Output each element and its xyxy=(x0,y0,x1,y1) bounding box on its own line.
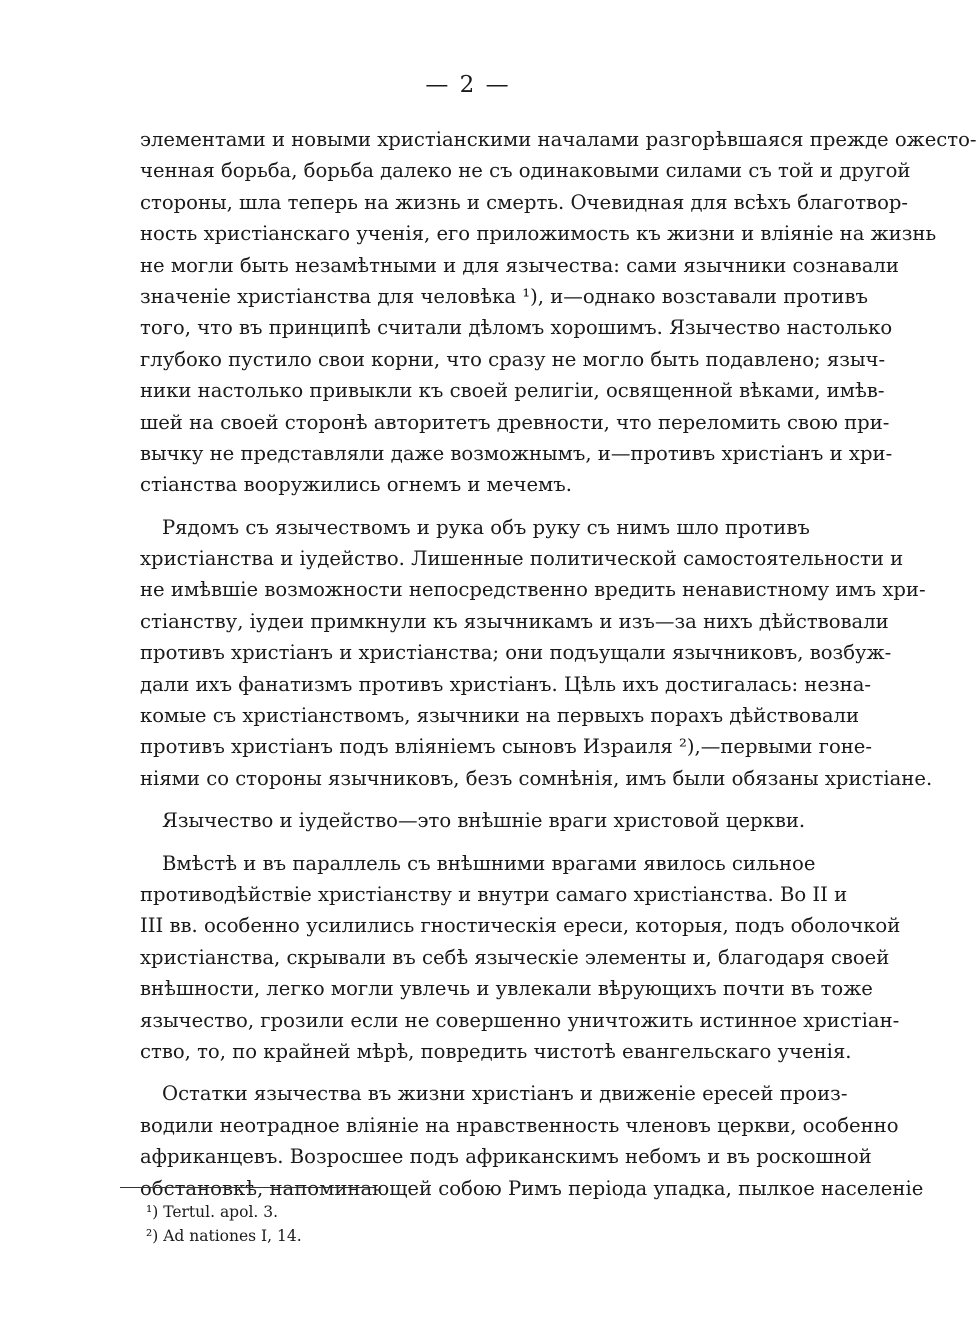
paragraph-3 xyxy=(140,805,806,836)
text-line: Язычество и іудейство—это внѣшніе враги христовой церкви. xyxy=(162,809,806,833)
paragraph-1 xyxy=(140,124,977,501)
text-line: водили неотрадное вліяніе на нравственность членовъ церкви, особенно xyxy=(140,1113,899,1137)
text-line: ніями со стороны язычниковъ, безъ сомнѣнія, имъ были обязаны христіане. xyxy=(140,766,933,790)
page-number: — 2 — xyxy=(425,72,511,98)
text-line: ченная борьба, борьба далеко не съ одинаковыми силами съ той и другой xyxy=(140,159,911,183)
paragraph-2 xyxy=(140,512,933,795)
text-line: Рядомъ съ язычествомъ и рука объ руку съ нимъ шло противъ xyxy=(162,515,810,539)
text-line: элементами и новыми христіанскими началами разгорѣвшаяся прежде ожесто- xyxy=(140,128,977,151)
text-line: противодѣйствіе христіанству и внутри самаго христіанства. Во II и xyxy=(140,882,848,906)
footnote-1 xyxy=(146,1200,302,1224)
text-line: дали ихъ фанатизмъ противъ христіанъ. Цѣль ихъ достигалась: незна- xyxy=(140,672,872,696)
text-line: стороны, шла теперь на жизнь и смерть. Очевидная для всѣхъ благотвор- xyxy=(140,190,909,214)
footnotes xyxy=(146,1200,302,1248)
text-line: внѣшности, легко могли увлечь и увлекали вѣрующихъ почти въ тоже xyxy=(140,977,873,1001)
footnote-divider xyxy=(120,1187,375,1188)
text-line: христіанства, скрывали въ себѣ языческіе элементы и, благодаря своей xyxy=(140,945,890,969)
text-line: стіанства вооружились огнемъ и мечемъ. xyxy=(140,473,572,497)
text-line: ность христіанскаго ученія, его приложимость къ жизни и вліяніе на жизнь xyxy=(140,222,937,246)
text-line: африканцевъ. Возросшее подъ африканскимъ небомъ и въ роскошной xyxy=(140,1145,872,1169)
text-line: шей на своей сторонѣ авторитетъ древности, что переломить свою при- xyxy=(140,410,890,434)
text-line: значеніе христіанства для человѣка ¹), и—однако возставали противъ xyxy=(140,284,868,308)
text-line: ство, то, по крайней мѣрѣ, повредить чистотѣ евангельскаго ученія. xyxy=(140,1039,852,1063)
text-line: христіанства и іудейство. Лишенные политической самостоятельности и xyxy=(140,547,904,571)
text-line: противъ христіанъ подъ вліяніемъ сыновъ Израиля ²),—первыми гоне- xyxy=(140,735,873,759)
text-line: Вмѣстѣ и въ параллель съ внѣшними врагами явилось сильное xyxy=(162,851,816,875)
footnote-text: Ad nationes I, 14. xyxy=(163,1227,302,1245)
footnote-mark: ²) xyxy=(146,1227,159,1245)
text-line: Остатки язычества въ жизни христіанъ и движеніе ересей произ- xyxy=(162,1082,848,1106)
footnote-2 xyxy=(146,1224,302,1248)
footnote-mark: ¹) xyxy=(146,1203,159,1221)
text-line: не могли быть незамѣтными и для язычества: сами язычники сознавали xyxy=(140,253,899,277)
body-text xyxy=(140,124,977,1204)
text-line: глубоко пустило свои корни, что сразу не могло быть подавлено; языч- xyxy=(140,347,886,371)
paragraph-4 xyxy=(140,848,901,1068)
text-line: вычку не представляли даже возможнымъ, и—противъ христіанъ и хри- xyxy=(140,441,893,465)
text-line: того, что въ принципѣ считали дѣломъ хорошимъ. Язычество настолько xyxy=(140,316,893,340)
text-line: III вв. особенно усилились гностическія ереси, которыя, подъ оболочкой xyxy=(140,914,901,938)
text-line: язычество, грозили если не совершенно уничтожить истинное христіан- xyxy=(140,1008,900,1032)
text-line: не имѣвшіе возможности непосредственно вредить ненавистному имъ хри- xyxy=(140,578,926,602)
footnote-text: Tertul. apol. 3. xyxy=(163,1203,279,1221)
text-line: противъ христіанъ и христіанства; они подъущали язычниковъ, возбуж- xyxy=(140,641,892,665)
text-line: комые съ христіанствомъ, язычники на первыхъ порахъ дѣйствовали xyxy=(140,704,860,728)
text-line: обстановкѣ, напоминающей собою Римъ періода упадка, пылкое населеніе xyxy=(140,1176,924,1200)
paragraph-5 xyxy=(140,1078,924,1204)
text-line: стіанству, іудеи примкнули къ язычникамъ и изъ—за нихъ дѣйствовали xyxy=(140,609,889,633)
text-line: ники настолько привыкли къ своей религіи, освященной вѣками, имѣв- xyxy=(140,379,885,403)
